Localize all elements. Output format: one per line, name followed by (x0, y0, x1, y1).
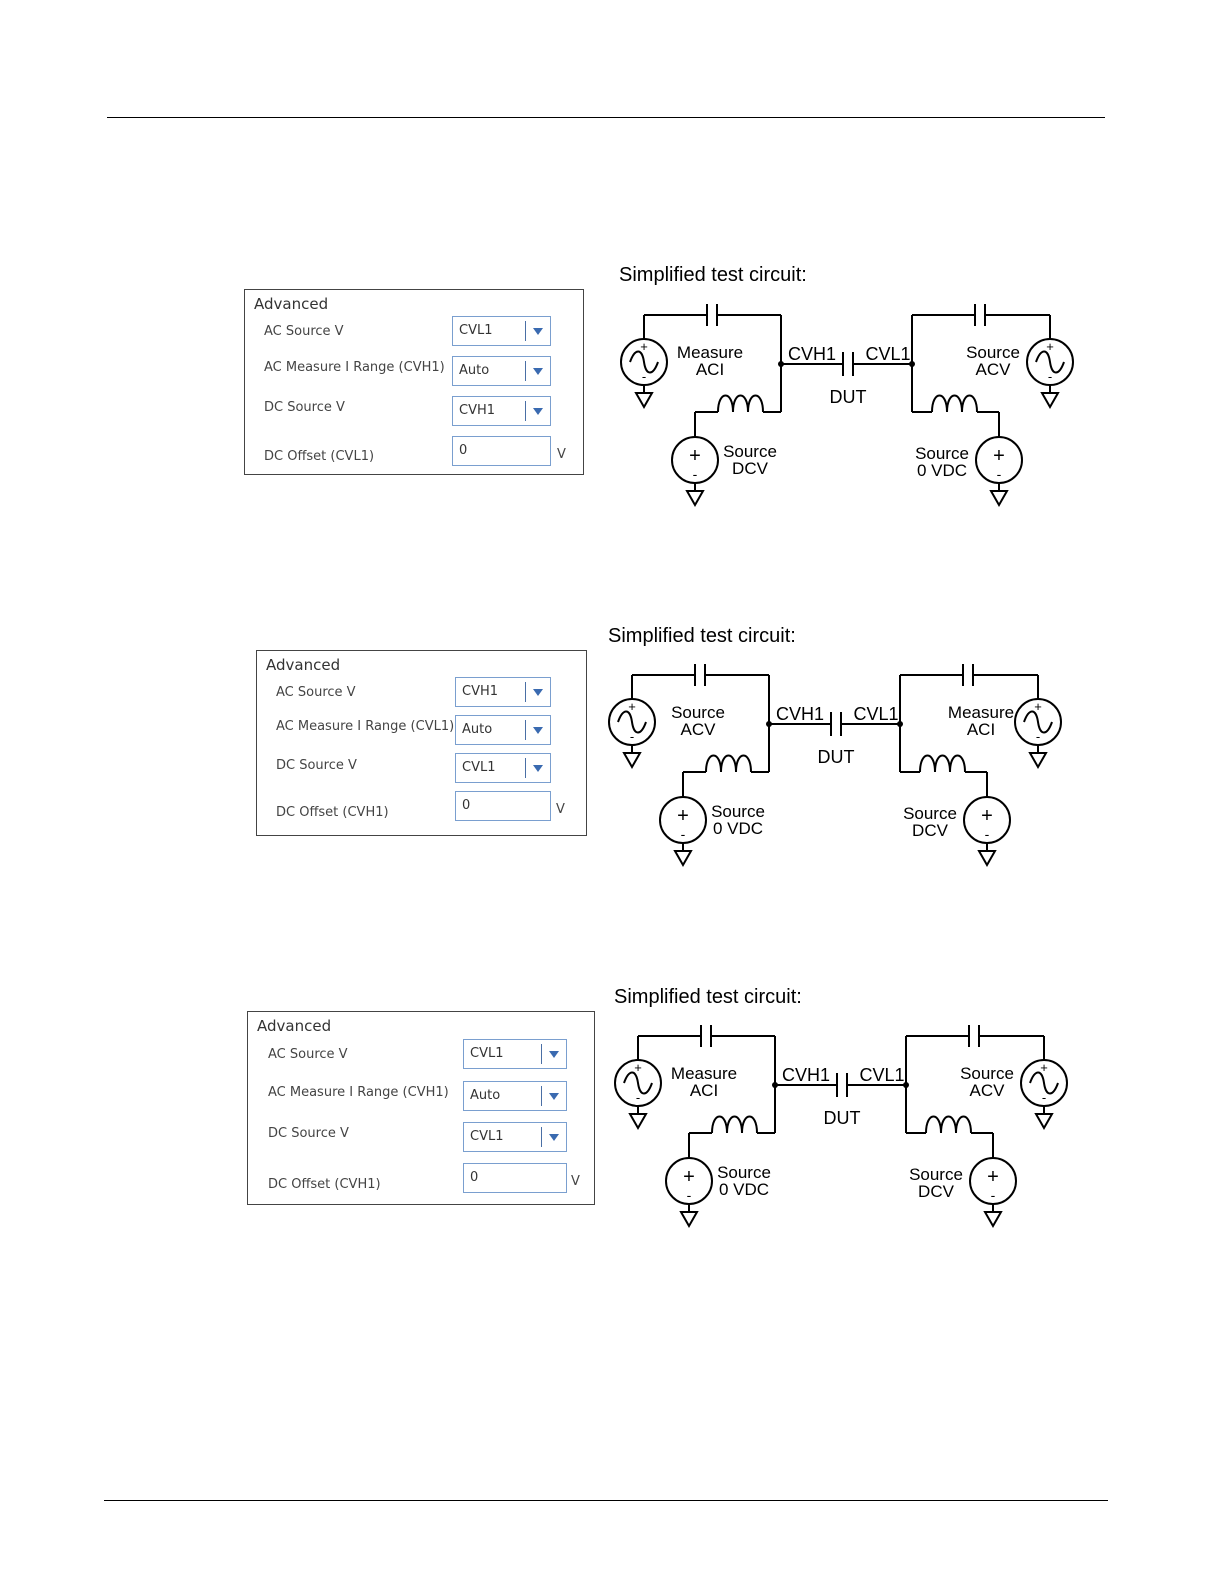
plus-sign: + (683, 1166, 695, 1188)
inductor-icon (932, 396, 977, 413)
minus-sign: - (692, 466, 698, 482)
ground-icon (979, 851, 995, 865)
dc-source-v-label: DC Source V (268, 1126, 349, 1141)
right-dc-label-line2: 0 VDC (916, 461, 968, 480)
node-label-left: CVH1 (781, 1065, 831, 1085)
inductor-icon (718, 396, 763, 413)
selected-value: CVL1 (462, 760, 496, 775)
left-ac-label-line2: ACI (689, 1081, 719, 1100)
chevron-down-icon[interactable] (549, 1134, 559, 1141)
junction-dot (772, 1082, 778, 1088)
right-dc-label-line1: Source (909, 1165, 963, 1184)
plus-sign: + (987, 1166, 999, 1188)
select-divider (541, 1086, 542, 1106)
node-label-right: CVL1 (853, 704, 899, 724)
selected-value: CVH1 (459, 403, 496, 418)
ground-icon (991, 491, 1007, 505)
advanced-panel-1 (244, 289, 584, 475)
right-ac-label-line1: Source (966, 343, 1020, 362)
chevron-down-icon[interactable] (533, 328, 543, 335)
inductor-icon (706, 756, 751, 773)
plus-sign: + (634, 1060, 642, 1075)
dc-offset-label: DC Offset (CVH1) (276, 805, 389, 820)
dc-source-v-select[interactable] (455, 753, 551, 783)
junction-dot (766, 721, 772, 727)
footer-rule (104, 1500, 1108, 1501)
dc-source-v-label: DC Source V (264, 400, 345, 415)
right-ac-label-line2: ACV (975, 360, 1011, 379)
chevron-down-icon[interactable] (533, 368, 543, 375)
right-dc-label-line1: Source (915, 444, 969, 463)
ac-measure-i-range-select[interactable] (463, 1081, 567, 1111)
minus-sign: - (984, 826, 990, 842)
minus-sign: - (635, 1090, 641, 1105)
right-dc-label-line2: DCV (912, 821, 948, 840)
dut-label: DUT (829, 387, 867, 407)
chevron-down-icon[interactable] (533, 689, 543, 696)
left-dc-label-line1: Source (723, 442, 777, 461)
select-divider (525, 321, 526, 341)
circuit-title-2: Simplified test circuit: (608, 625, 796, 647)
chevron-down-icon[interactable] (533, 727, 543, 734)
ac-measure-i-range-label: AC Measure I Range (CVH1) (264, 360, 445, 375)
advanced-panel-3 (247, 1011, 595, 1205)
unit-label: V (556, 802, 565, 817)
input-value: 0 (459, 443, 468, 458)
minus-sign: - (990, 1187, 996, 1203)
test-circuit-diagram-3 (594, 1011, 1094, 1251)
left-ac-label-line2: ACV (680, 720, 716, 739)
minus-sign: - (1041, 1090, 1047, 1105)
plus-sign: + (993, 445, 1005, 467)
unit-label: V (571, 1174, 580, 1189)
unit-label: V (557, 447, 566, 462)
ac-measure-i-range-select[interactable] (455, 715, 551, 745)
ground-icon (681, 1212, 697, 1226)
ac-measure-i-range-select[interactable] (452, 356, 551, 386)
minus-sign: - (996, 466, 1002, 482)
selected-value: CVL1 (470, 1129, 504, 1144)
plus-sign: + (981, 805, 993, 827)
test-circuit-diagram-1 (600, 290, 1100, 530)
junction-dot (778, 361, 784, 367)
panel-title: Advanced (254, 295, 329, 313)
plus-sign: + (640, 339, 648, 354)
ground-icon (636, 393, 652, 407)
minus-sign: - (680, 826, 686, 842)
selected-value: Auto (462, 722, 493, 737)
left-dc-label-line2: 0 VDC (712, 819, 764, 838)
node-label-right: CVL1 (865, 344, 911, 364)
dc-source-v-select[interactable] (463, 1122, 567, 1152)
ground-icon (630, 1114, 646, 1128)
minus-sign: - (1047, 369, 1053, 384)
left-dc-label-line1: Source (717, 1163, 771, 1182)
input-value: 0 (462, 798, 471, 813)
left-ac-label-line1: Source (671, 703, 725, 722)
minus-sign: - (641, 369, 647, 384)
dc-offset-input[interactable] (463, 1163, 567, 1193)
chevron-down-icon[interactable] (549, 1051, 559, 1058)
inductor-icon (712, 1117, 757, 1134)
node-label-right: CVL1 (859, 1065, 905, 1085)
node-label-left: CVH1 (787, 344, 837, 364)
ac-source-v-label: AC Source V (264, 324, 344, 339)
minus-sign: - (1035, 729, 1041, 744)
ac-source-v-label: AC Source V (276, 685, 356, 700)
plus-sign: + (628, 699, 636, 714)
left-dc-label-line2: DCV (732, 459, 768, 478)
right-dc-label-line1: Source (903, 804, 957, 823)
right-ac-label-line2: ACV (969, 1081, 1005, 1100)
select-divider (541, 1127, 542, 1147)
select-divider (525, 758, 526, 778)
node-label-left: CVH1 (775, 704, 825, 724)
ground-icon (624, 753, 640, 767)
right-ac-label-line1: Measure (947, 703, 1015, 722)
selected-value: CVL1 (470, 1046, 504, 1061)
left-dc-label-line2: 0 VDC (718, 1180, 770, 1199)
selected-value: Auto (470, 1088, 501, 1103)
dut-label: DUT (823, 1108, 861, 1128)
ground-icon (1030, 753, 1046, 767)
left-dc-label-line1: Source (711, 802, 765, 821)
plus-sign: + (1040, 1060, 1048, 1075)
select-divider (525, 401, 526, 421)
ground-icon (1042, 393, 1058, 407)
ac-measure-i-range-label: AC Measure I Range (CVL1) (276, 719, 455, 734)
select-divider (525, 682, 526, 702)
ground-icon (675, 851, 691, 865)
left-ac-label-line1: Measure (670, 1064, 738, 1083)
left-ac-label-line2: ACI (695, 360, 725, 379)
dc-offset-input[interactable] (452, 436, 551, 466)
header-rule (107, 117, 1105, 118)
ac-source-v-select[interactable] (455, 677, 551, 707)
ac-source-v-select[interactable] (463, 1039, 567, 1069)
dut-label: DUT (817, 747, 855, 767)
plus-sign: + (1046, 339, 1054, 354)
ac-measure-i-range-label: AC Measure I Range (CVH1) (268, 1085, 449, 1100)
ac-source-v-label: AC Source V (268, 1047, 348, 1062)
panel-title: Advanced (266, 656, 341, 674)
left-ac-label-line1: Measure (676, 343, 744, 362)
plus-sign: + (677, 805, 689, 827)
chevron-down-icon[interactable] (533, 408, 543, 415)
ground-icon (687, 491, 703, 505)
minus-sign: - (686, 1187, 692, 1203)
select-divider (525, 720, 526, 740)
panel-title: Advanced (257, 1017, 332, 1035)
circuit-title-3: Simplified test circuit: (614, 986, 802, 1008)
dc-offset-label: DC Offset (CVH1) (268, 1177, 381, 1192)
chevron-down-icon[interactable] (533, 765, 543, 772)
inductor-icon (920, 756, 965, 773)
circuit-title-1: Simplified test circuit: (619, 264, 807, 286)
dc-source-v-label: DC Source V (276, 758, 357, 773)
right-ac-label-line1: Source (960, 1064, 1014, 1083)
ground-icon (1036, 1114, 1052, 1128)
selected-value: Auto (459, 363, 490, 378)
plus-sign: + (1034, 699, 1042, 714)
plus-sign: + (689, 445, 701, 467)
minus-sign: - (629, 729, 635, 744)
inductor-icon (926, 1117, 971, 1134)
dc-offset-input[interactable] (455, 791, 551, 821)
ground-icon (985, 1212, 1001, 1226)
selected-value: CVL1 (459, 323, 493, 338)
right-ac-label-line2: ACI (966, 720, 996, 739)
selected-value: CVH1 (462, 684, 499, 699)
ac-source-v-select[interactable] (452, 316, 551, 346)
dc-source-v-select[interactable] (452, 396, 551, 426)
test-circuit-diagram-2 (588, 650, 1088, 890)
select-divider (541, 1044, 542, 1064)
chevron-down-icon[interactable] (549, 1093, 559, 1100)
right-dc-label-line2: DCV (918, 1182, 954, 1201)
dc-offset-label: DC Offset (CVL1) (264, 449, 375, 464)
select-divider (525, 361, 526, 381)
input-value: 0 (470, 1170, 479, 1185)
advanced-panel-2 (256, 650, 587, 836)
